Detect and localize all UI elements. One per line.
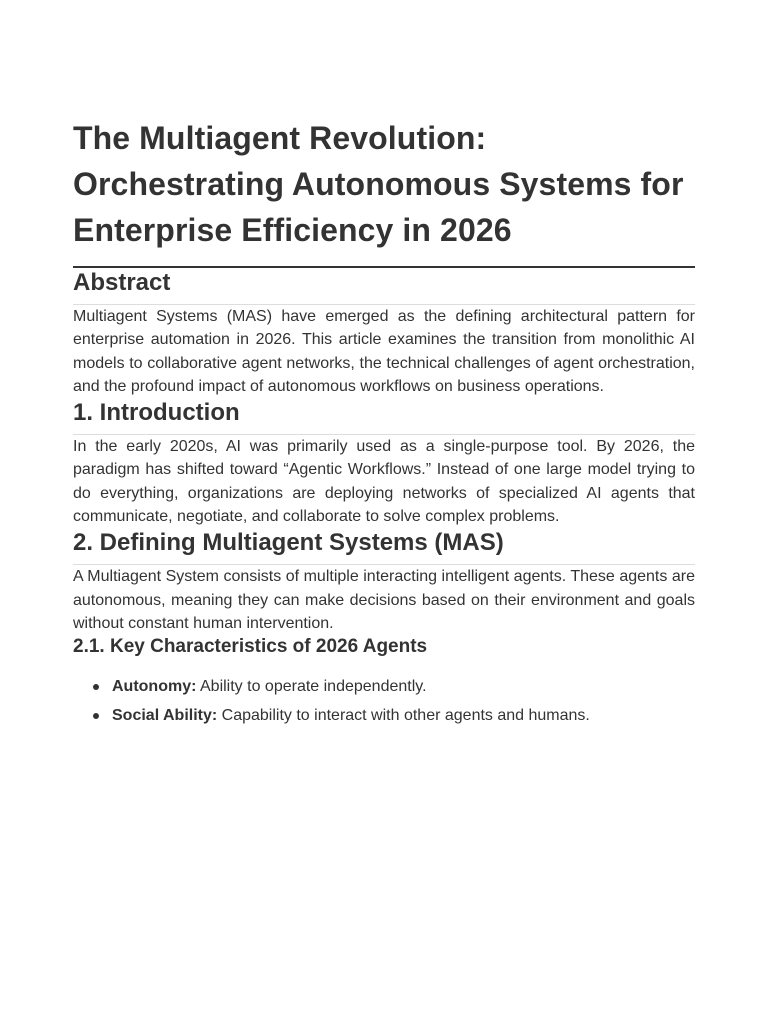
characteristics-list [73,675,695,727]
list-item-term: Social Ability: [112,707,218,725]
list-item [112,675,695,698]
defining-mas-heading: 2. Defining Multiagent Systems (MAS) [73,528,695,565]
list-item [112,704,695,727]
abstract-heading: Abstract [73,268,695,305]
list-item-term: Autonomy: [112,678,197,696]
abstract-text: Multiagent Systems (MAS) have emerged as the defining architectural pattern for enterprise automation in 2026. This article examines the transition from monolithic AI models to collaborative agent networks, the technical challenges of agent orchestration, and the profound impact of autonomous workflows on business operations. [73,308,695,395]
defining-mas-section [73,528,695,727]
bullet-icon [93,713,99,719]
introduction-section [73,398,695,528]
document-title: The Multiagent Revolution: Orchestrating Autonomous Systems for Enterprise Efficiency in 2026 [73,120,684,248]
introduction-heading: 1. Introduction [73,398,695,435]
introduction-text: In the early 2020s, AI was primarily used as a single-purpose tool. By 2026, the paradigm has shifted toward “Agentic Workflows.” Instead of one large model trying to do everything, organizations are deploying networks of specialized AI agents that communicate, negotiate, and collaborate to solve complex problems. [73,438,695,526]
abstract-section [73,268,695,398]
bullet-icon [93,684,99,690]
list-item-description: Capability to interact with other agents and humans. [217,707,590,725]
list-item-description: Ability to operate independently. [196,678,427,696]
defining-mas-text: A Multiagent System consists of multiple interacting intelligent agents. These agents are autonomous, meaning they can make decisions based on their environment and goals without constant human intervention. [73,568,695,632]
key-characteristics-heading: 2.1. Key Characteristics of 2026 Agents [73,636,428,658]
